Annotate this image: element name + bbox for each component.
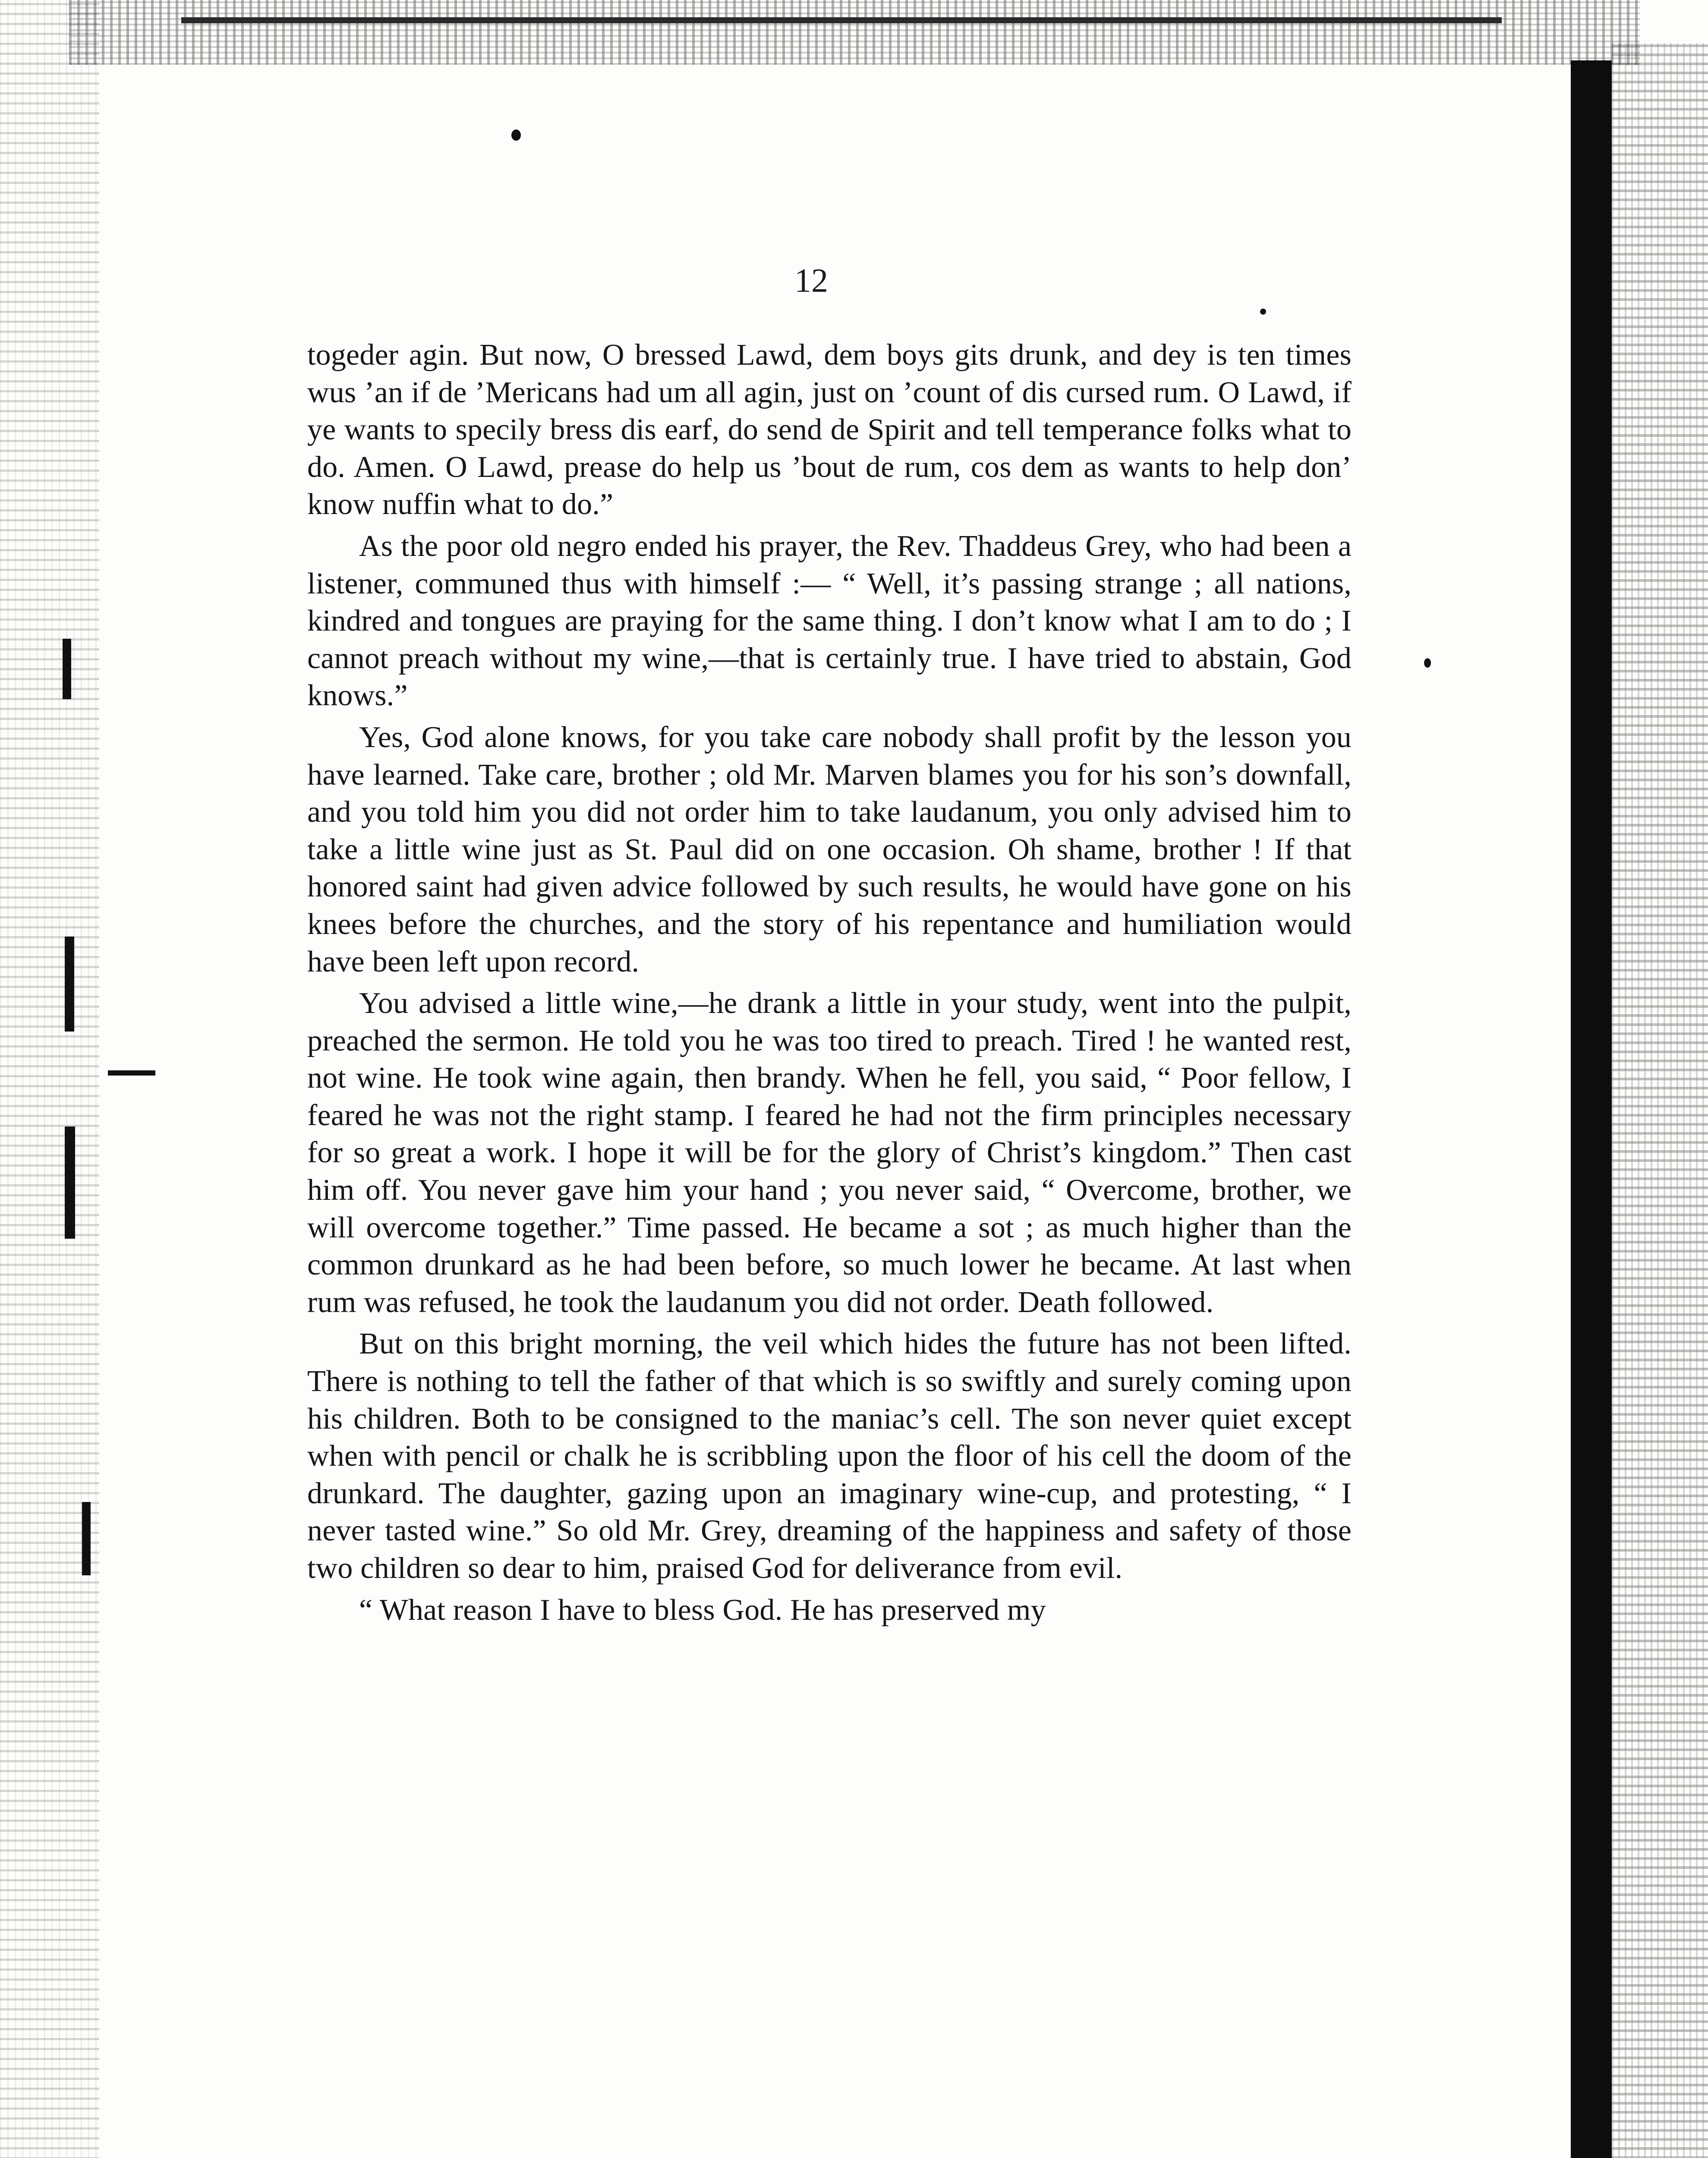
ink-speck <box>1260 309 1266 315</box>
paragraph: “ What reason I have to bless God. He has preserved my <box>359 1593 1046 1627</box>
scan-margin-mark <box>65 1126 75 1239</box>
scan-margin-mark <box>65 937 74 1032</box>
scan-edge-left <box>0 0 99 2158</box>
paragraph: As the poor old negro ended his prayer, the Rev. Thaddeus Grey, who had been a listener, communed thus with himself :— “ Well, it’s passing strange ; all nations, kindred and tongues are praying for the same thing. I don’t know what I am to do ; I cannot preach without my wine,—that is certainly true. I have tried to abstain, God knows.” <box>307 529 1352 713</box>
ink-speck <box>1424 658 1431 668</box>
paragraph: togeder agin. But now, O bressed Lawd, dem boys gits drunk, and dey is ten times wus ’an if de ’Mericans had um all agin, just on ’count of dis cursed rum. O Lawd, if ye wants to specily bress dis earf, do send de Spirit and tell temperance folks what to do. Amen. O Lawd, prease do help us ’bout de rum, cos dem as wants to help don’ know nuffin what to do.” <box>307 338 1352 521</box>
scan-edge-top-line <box>181 17 1502 23</box>
book-binding-shadow <box>1571 60 1612 2158</box>
scan-edge-right <box>1612 43 1708 2158</box>
ink-speck <box>511 129 521 141</box>
paragraph: But on this bright morning, the veil which hides the future has not been lifted. There is nothing to tell the father of that which is so swiftly and surely coming upon his children. Both to be consigned to the maniac’s cell. The son never quiet except when with pencil or chalk he is scribbling upon the floor of his cell the doom of the drunkard. The daughter, gazing upon an imaginary wine-cup, and protesting, “ I never tasted wine.” So old Mr. Grey, dreaming of the happiness and safety of those two children so dear to him, praised God for deliverance from evil. <box>307 1327 1352 1585</box>
scan-margin-mark <box>108 1070 155 1076</box>
paragraph: You advised a little wine,—he drank a little in your study, went into the pulpit, preached the sermon. He told you he was too tired to preach. Tired ! he wanted rest, not wine. He took wine again, then brandy. When he fell, you said, “ Poor fellow, I feared he was not the right stamp. I feared he had not the firm principles necessary for so great a work. I hope it will be for the glory of Christ’s kingdom.” Then cast him off. You never gave him your hand ; you never said, “ Overcome, brother, we will overcome together.” Time passed. He became a sot ; as much higher than the common drunkard as he had been before, so much lower he became. At last when rum was refused, he took the laudanum you did not order. Death followed. <box>307 987 1352 1319</box>
scan-edge-top <box>69 0 1640 65</box>
scan-margin-mark <box>63 639 71 699</box>
page-number: 12 <box>794 262 828 299</box>
scan-margin-mark <box>82 1502 91 1575</box>
paragraph: Yes, God alone knows, for you take care nobody shall profit by the lesson you have learned. Take care, brother ; old Mr. Marven blames you for his son’s downfall, and you told him you did not order him to take laudanum, you only advised him to take a little wine just as St. Paul did on one occasion. Oh shame, brother ! If that honored saint had given advice followed by such results, he would have gone on his knees before the churches, and the story of his repentance and humiliation would have been left upon record. <box>307 720 1352 978</box>
page-body-text <box>307 337 1352 1629</box>
